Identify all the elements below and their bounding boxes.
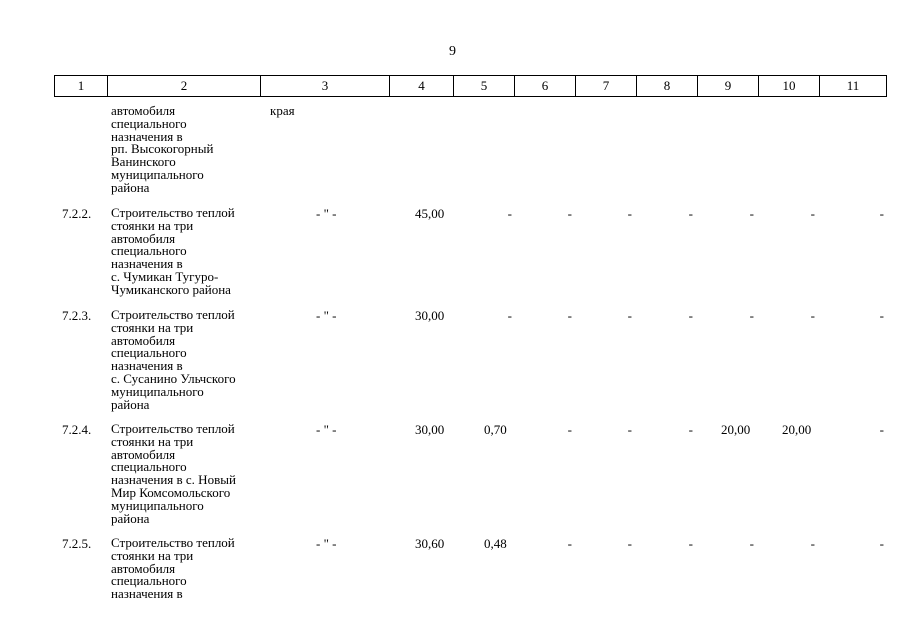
row-4-name: Строительство теплой стоянки на три автомобиля специального назначения в	[111, 535, 235, 602]
row-1-col9: -	[749, 206, 754, 221]
header-col-4: 4	[390, 76, 454, 97]
row-1-name: Строительство теплой стоянки на три автомобиля специального назначения в с. Чумикан Тугуро- Чумиканского района	[111, 205, 235, 297]
row-3-name: Строительство теплой стоянки на три автомобиля специального назначения в с. Новый Мир Комсомольского муниципального района	[111, 421, 236, 526]
row-2-col9: -	[749, 308, 754, 323]
row-2-col11: -	[879, 308, 884, 323]
row-4-col8: -	[688, 536, 693, 551]
row-3-col10: 20,00	[782, 422, 812, 437]
row-3-col8: -	[688, 422, 693, 437]
row-1-id: 7.2.2.	[62, 206, 92, 221]
row-2-col6: -	[567, 308, 572, 323]
row-2-col8: -	[688, 308, 693, 323]
header-col-3: 3	[261, 76, 390, 97]
page-number: 9	[449, 44, 456, 59]
row-4-col3: - " -	[316, 536, 337, 551]
row-1-col7: -	[627, 206, 632, 221]
row-2-col10: -	[810, 308, 815, 323]
row-2-col3: - " -	[316, 308, 337, 323]
row-4-col5: 0,48	[484, 536, 507, 551]
row-1-col5: -	[507, 206, 512, 221]
header-col-1: 1	[55, 76, 108, 97]
header-col-9: 9	[698, 76, 759, 97]
row-3-col9: 20,00	[721, 422, 751, 437]
row-4-col6: -	[567, 536, 572, 551]
header-col-5: 5	[454, 76, 515, 97]
row-4-id: 7.2.5.	[62, 536, 92, 551]
row-2-col4: 30,00	[415, 308, 445, 323]
row-2-col5: -	[507, 308, 512, 323]
row-0-name: автомобиля специального назначения в рп. Высокогорный Ванинского муниципального района	[111, 103, 214, 195]
header-col-8: 8	[637, 76, 698, 97]
header-col-10: 10	[759, 76, 820, 97]
row-4-col7: -	[627, 536, 632, 551]
row-3-id: 7.2.4.	[62, 422, 92, 437]
row-0-col3: края	[270, 103, 295, 118]
header-row	[55, 76, 887, 97]
row-3-col4: 30,00	[415, 422, 445, 437]
row-4-col11: -	[879, 536, 884, 551]
row-2-name: Строительство теплой стоянки на три автомобиля специального назначения в с. Сусанино Ульчского муниципального района	[111, 307, 236, 412]
row-1-col3: - " -	[316, 206, 337, 221]
row-4-col9: -	[749, 536, 754, 551]
row-3-col5: 0,70	[484, 422, 507, 437]
row-3-col3: - " -	[316, 422, 337, 437]
header-col-6: 6	[515, 76, 576, 97]
row-1-col11: -	[879, 206, 884, 221]
header-col-11: 11	[820, 76, 887, 97]
row-1-col10: -	[810, 206, 815, 221]
row-4-col10: -	[810, 536, 815, 551]
row-3-col6: -	[567, 422, 572, 437]
row-1-col8: -	[688, 206, 693, 221]
row-1-col6: -	[567, 206, 572, 221]
row-3-col11: -	[879, 422, 884, 437]
row-2-col7: -	[627, 308, 632, 323]
header-col-2: 2	[108, 76, 261, 97]
row-1-col4: 45,00	[415, 206, 445, 221]
header-col-7: 7	[576, 76, 637, 97]
row-3-col7: -	[627, 422, 632, 437]
row-4-col4: 30,60	[415, 536, 445, 551]
row-2-id: 7.2.3.	[62, 308, 92, 323]
column-number-header	[54, 75, 887, 97]
